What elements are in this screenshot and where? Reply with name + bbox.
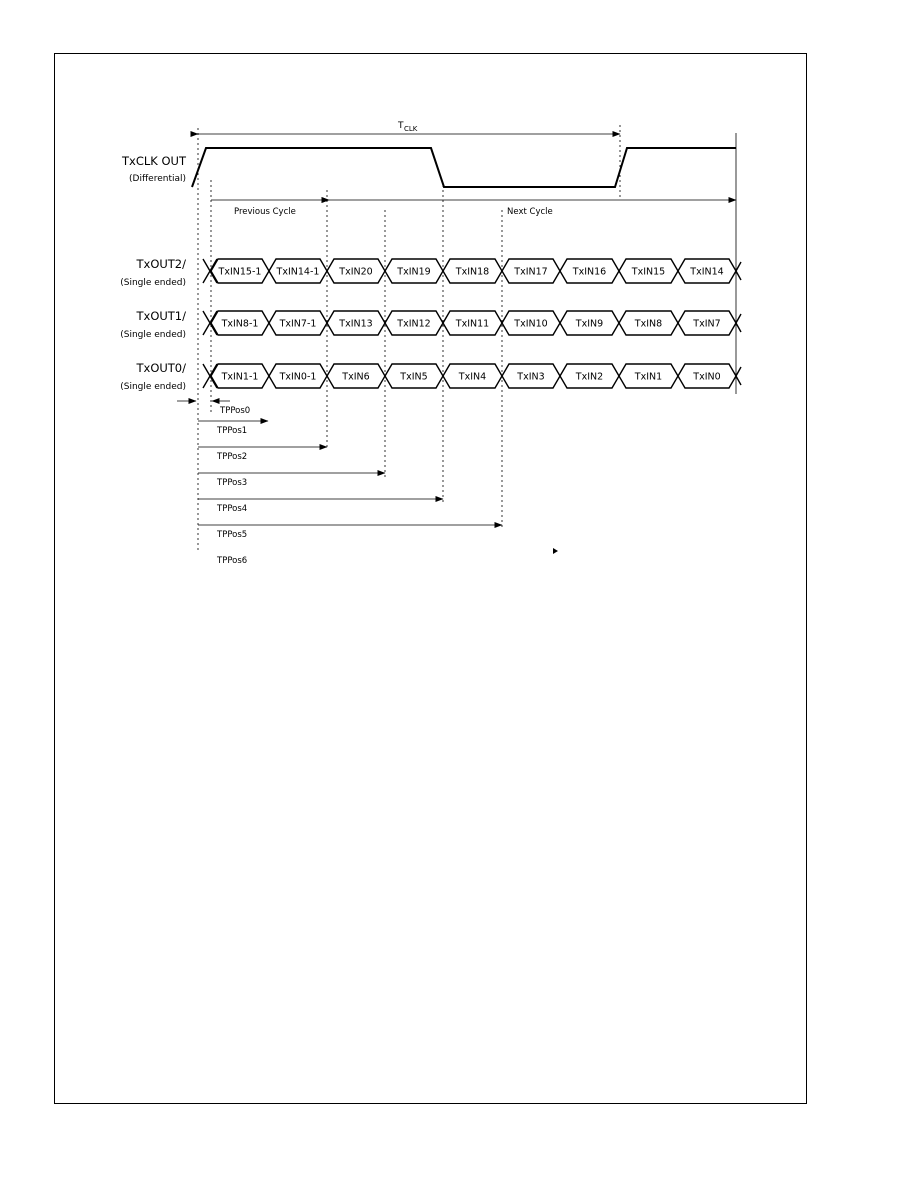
lane-name: TxOUT0/	[136, 361, 186, 375]
lane-1	[120, 309, 741, 340]
lane-desc: (Single ended)	[120, 330, 186, 340]
position-label: TPPos0	[220, 406, 251, 416]
clock-waveform	[192, 148, 736, 187]
cell-label: TxIN1-1	[221, 371, 259, 383]
cell-label: TxIN19	[397, 266, 431, 278]
cell-label: TxIN2	[575, 371, 604, 383]
clock-signal-desc: (Differential)	[129, 174, 186, 184]
cell-label: TxIN8-1	[221, 318, 259, 330]
cell-label: TxIN7-1	[279, 318, 317, 330]
next-cycle-label: Next Cycle	[507, 207, 553, 217]
lane-2	[120, 361, 741, 392]
lane-name: TxOUT2/	[136, 257, 186, 271]
cell-label: TxIN0-1	[279, 371, 317, 383]
cell-label: TxIN4	[458, 371, 487, 383]
tclk-sub: CLK	[404, 125, 418, 133]
lane-crossing	[736, 314, 741, 332]
position-label: TPPos3	[217, 478, 248, 488]
lane-desc: (Single ended)	[120, 382, 186, 392]
cell-label: TxIN5	[400, 371, 428, 383]
cell-label: TxIN3	[517, 371, 545, 383]
cell-label: TxIN11	[455, 318, 490, 330]
cell-label: TxIN14-1	[276, 266, 320, 278]
cell-label: TxIN20	[339, 266, 373, 278]
cell-label: TxIN10	[514, 318, 548, 330]
tclk-label: T	[398, 121, 404, 131]
cell-label: TxIN16	[572, 266, 607, 278]
cell-label: TxIN0	[693, 371, 721, 383]
cell-label: TxIN7	[693, 318, 721, 330]
cell-label: TxIN8	[634, 318, 663, 330]
cell-label: TxIN15-1	[218, 266, 262, 278]
cell-label: TxIN9	[575, 318, 604, 330]
lane-crossing	[736, 367, 741, 385]
cell-label: TxIN1	[634, 371, 663, 383]
position-label: TPPos5	[217, 530, 248, 540]
position-label: TPPos6	[217, 556, 248, 566]
previous-cycle-label: Previous Cycle	[234, 207, 296, 217]
cell-label: TxIN12	[397, 318, 431, 330]
clock-signal-name: TxCLK OUT	[122, 154, 186, 168]
lane-crossing	[203, 364, 217, 388]
lane-crossing	[203, 259, 217, 283]
cell-label: TxIN14	[690, 266, 724, 278]
lane-0	[120, 257, 741, 288]
lane-desc: (Single ended)	[120, 278, 186, 288]
cell-label: TxIN15	[631, 266, 666, 278]
cell-label: TxIN6	[342, 371, 370, 383]
position-label: TPPos2	[217, 452, 248, 462]
position-label: TPPos4	[217, 504, 248, 514]
position-label: TPPos1	[217, 426, 248, 436]
cell-label: TxIN18	[455, 266, 490, 278]
data-lanes	[120, 257, 741, 392]
lane-crossing	[203, 311, 217, 335]
position-arrows	[198, 406, 502, 566]
cell-label: TxIN17	[514, 266, 548, 278]
lane-crossing	[736, 262, 741, 280]
stray-arrowhead	[553, 548, 558, 554]
lane-name: TxOUT1/	[136, 309, 186, 323]
cell-label: TxIN13	[339, 318, 373, 330]
reference-lines	[198, 125, 620, 552]
